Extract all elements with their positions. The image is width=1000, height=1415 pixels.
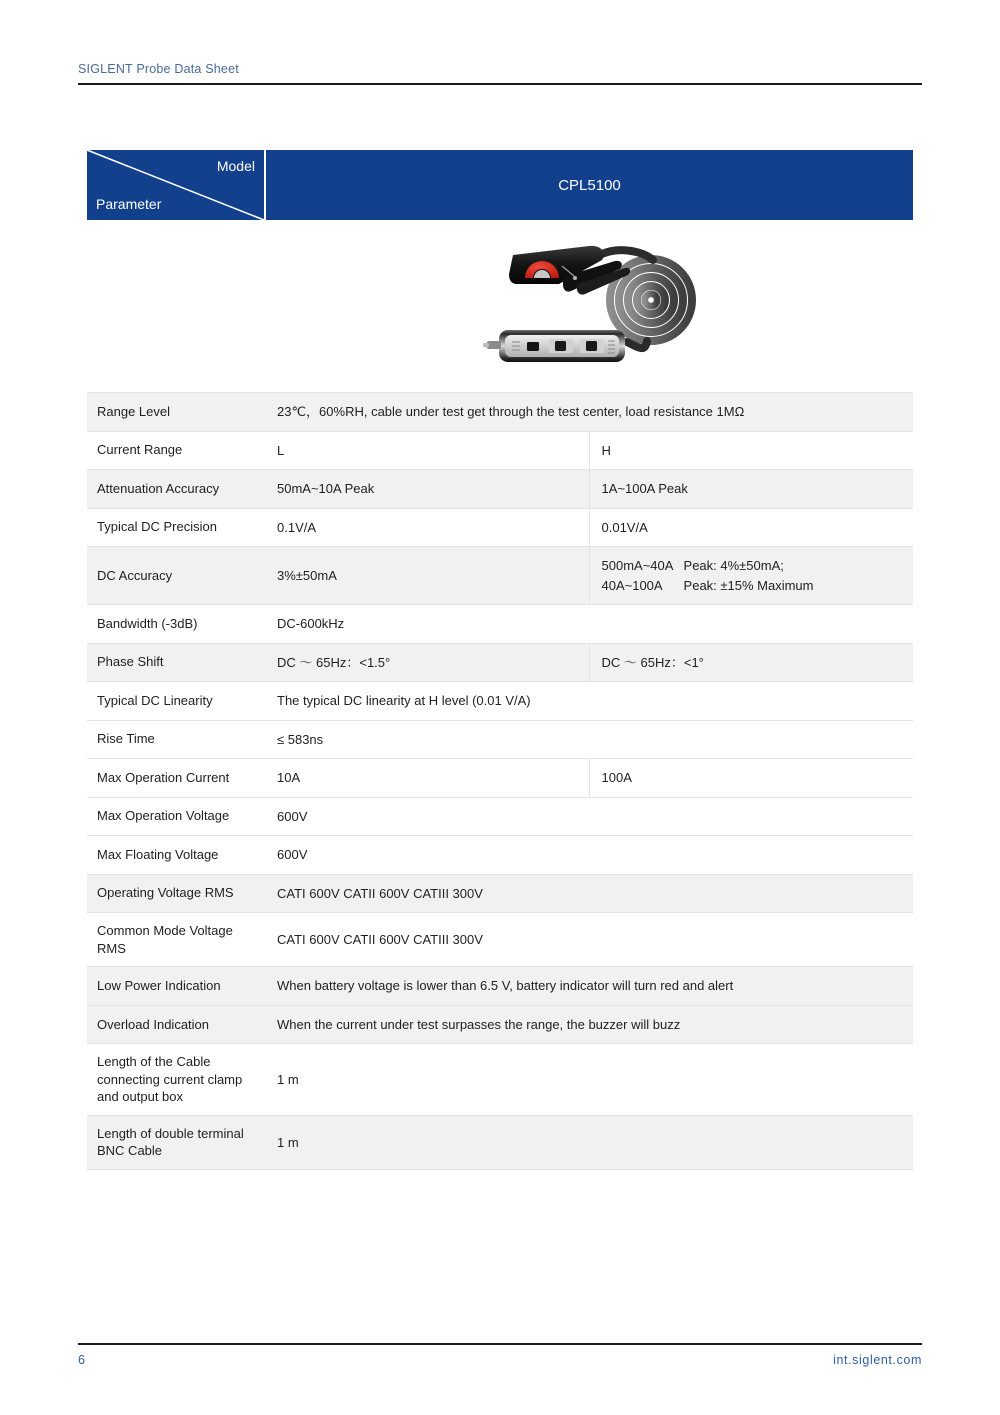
row-value-right: H <box>589 431 913 470</box>
row-parameter-label: Bandwidth (-3dB) <box>87 605 265 644</box>
product-image-row <box>87 220 913 393</box>
table-row <box>87 508 913 547</box>
site-url-link[interactable]: int.siglent.com <box>833 1353 922 1367</box>
row-value-right: DC ～ 65Hz：<1° <box>589 643 913 682</box>
row-value-right-line2: 40A~100A Peak: ±15% Maximum <box>601 577 814 593</box>
table-header-row <box>87 150 913 220</box>
table-row <box>87 393 913 432</box>
row-value-right-line1: 500mA~40A Peak: 4%±50mA; <box>601 558 784 573</box>
row-parameter-label: Phase Shift <box>87 643 265 682</box>
row-value: ≤ 583ns <box>265 720 913 759</box>
row-value-right <box>589 547 913 605</box>
model-name-header: CPL5100 <box>265 150 913 220</box>
row-parameter-label: Length of the Cable connecting current clamp and output box <box>87 1044 265 1116</box>
row-parameter-label: Typical DC Linearity <box>87 682 265 721</box>
row-parameter-label: Length of double terminal BNC Cable <box>87 1115 265 1169</box>
table-row <box>87 797 913 836</box>
table-row <box>87 836 913 875</box>
row-value: DC-600kHz <box>265 605 913 644</box>
row-value: 600V <box>265 797 913 836</box>
row-value-left: DC ～ 65Hz：<1.5° <box>265 643 589 682</box>
specification-table-body <box>87 150 913 1169</box>
page-number: 6 <box>78 1353 85 1367</box>
row-value: 23℃，60%RH, cable under test get through the test center, load resistance 1MΩ <box>265 393 913 432</box>
row-value-left: 10A <box>265 759 589 798</box>
row-parameter-label: Common Mode Voltage RMS <box>87 913 265 967</box>
table-row <box>87 720 913 759</box>
table-row <box>87 431 913 470</box>
table-row <box>87 547 913 605</box>
corner-parameter-label: Parameter <box>96 196 162 212</box>
table-row <box>87 470 913 509</box>
row-value-left: 0.1V/A <box>265 508 589 547</box>
corner-header-cell <box>87 150 265 220</box>
table-row <box>87 682 913 721</box>
row-parameter-label: Low Power Indication <box>87 967 265 1006</box>
row-value: 1 m <box>265 1115 913 1169</box>
row-parameter-label: Attenuation Accuracy <box>87 470 265 509</box>
row-parameter-label: Rise Time <box>87 720 265 759</box>
row-value: When battery voltage is lower than 6.5 V, battery indicator will turn red and alert <box>265 967 913 1006</box>
row-parameter-label: Current Range <box>87 431 265 470</box>
row-parameter-label: Range Level <box>87 393 265 432</box>
row-value: When the current under test surpasses the range, the buzzer will buzz <box>265 1005 913 1044</box>
table-row <box>87 967 913 1006</box>
table-row <box>87 1044 913 1116</box>
row-value: CATI 600V CATII 600V CATIII 300V <box>265 874 913 913</box>
row-parameter-label: Max Operation Voltage <box>87 797 265 836</box>
specification-table <box>87 150 913 1170</box>
table-row <box>87 759 913 798</box>
row-value: CATI 600V CATII 600V CATIII 300V <box>265 913 913 967</box>
page-footer <box>78 1343 922 1367</box>
footer-content <box>78 1345 922 1367</box>
table-row <box>87 913 913 967</box>
table-row <box>87 1005 913 1044</box>
current-probe-photo <box>439 222 739 387</box>
row-parameter-label: Max Operation Current <box>87 759 265 798</box>
row-value: The typical DC linearity at H level (0.01 V/A) <box>265 682 913 721</box>
header-divider <box>78 83 922 85</box>
row-value: 1 m <box>265 1044 913 1116</box>
table-row <box>87 1115 913 1169</box>
page-header <box>78 62 922 85</box>
row-value: 600V <box>265 836 913 875</box>
product-image-blank-cell <box>87 220 265 393</box>
row-value-right: 0.01V/A <box>589 508 913 547</box>
row-value-right: 1A~100A Peak <box>589 470 913 509</box>
row-parameter-label: Operating Voltage RMS <box>87 874 265 913</box>
row-value-left: L <box>265 431 589 470</box>
product-image-cell <box>265 220 913 393</box>
table-row <box>87 643 913 682</box>
document-header-title: SIGLENT Probe Data Sheet <box>78 62 239 76</box>
corner-model-label: Model <box>216 158 255 174</box>
row-parameter-label: Typical DC Precision <box>87 508 265 547</box>
table-row <box>87 874 913 913</box>
table-row <box>87 605 913 644</box>
row-value-left: 50mA~10A Peak <box>265 470 589 509</box>
row-value-right: 100A <box>589 759 913 798</box>
row-parameter-label: Max Floating Voltage <box>87 836 265 875</box>
row-value-left: 3%±50mA <box>265 547 589 605</box>
row-parameter-label: DC Accuracy <box>87 547 265 605</box>
row-parameter-label: Overload Indication <box>87 1005 265 1044</box>
